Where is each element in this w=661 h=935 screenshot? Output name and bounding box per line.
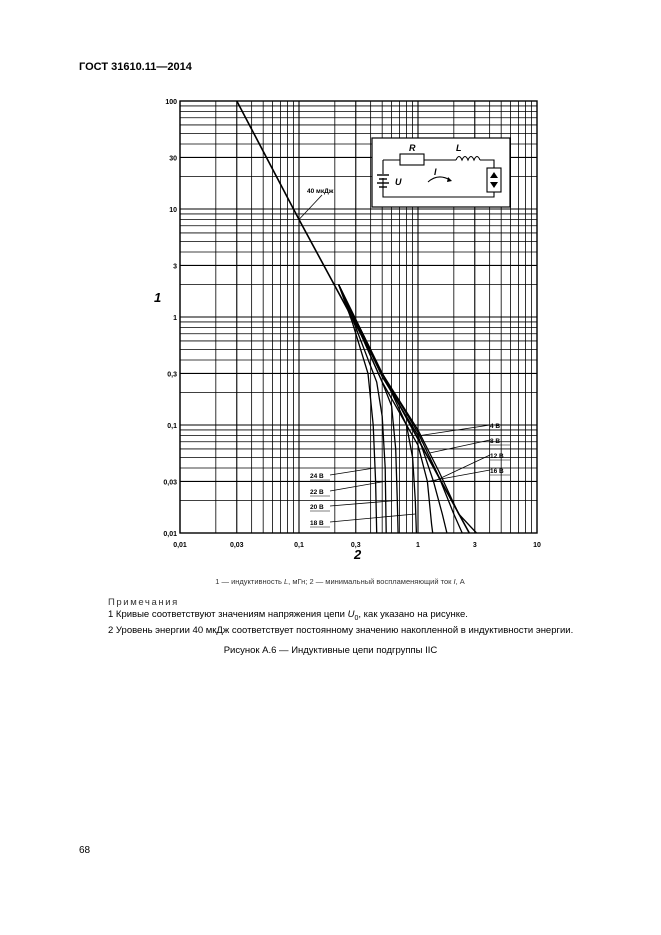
inductor-label: L xyxy=(456,143,462,153)
series-labels xyxy=(299,188,510,527)
x-tick-label: 0,03 xyxy=(229,542,244,549)
series-label: 22 В xyxy=(310,489,324,496)
series-label: 20 В xyxy=(310,504,324,511)
series-label: 24 В xyxy=(310,473,324,480)
series-label: 18 В xyxy=(310,520,324,527)
axis-legend: 1 — индуктивность L, мГн; 2 — минимальный воспламеняющий ток I, А xyxy=(215,577,465,586)
resistor-symbol xyxy=(400,154,424,165)
x-tick-label: 0,01 xyxy=(173,542,187,549)
y-tick-label: 1 xyxy=(173,315,177,322)
notes-title: Примечания xyxy=(108,597,179,608)
y-tick-label: 0,1 xyxy=(167,423,177,430)
x-tick-label: 0,1 xyxy=(294,542,304,549)
energy-leader xyxy=(299,195,322,219)
notes-block xyxy=(108,597,573,637)
page-number: 68 xyxy=(79,845,91,856)
y-tick-label: 0,01 xyxy=(163,531,177,538)
y-tick-label: 30 xyxy=(169,155,177,163)
x-tick-label: 3 xyxy=(472,542,477,549)
circuit-inset xyxy=(372,138,510,207)
series-leader xyxy=(330,500,397,506)
document-header: ГОСТ 31610.11—2014 xyxy=(79,61,192,73)
note-2: 2 Уровень энергии 40 мкДж соответствует постоянному значению накопленной в индуктивности энергии. xyxy=(108,624,574,636)
series-label: 12 В xyxy=(490,453,504,460)
x-tick-label: 1 xyxy=(416,542,420,549)
y-tick-label: 100 xyxy=(165,99,177,106)
resistor-label: R xyxy=(409,143,416,153)
spark-gap-symbol xyxy=(487,168,501,192)
voltage-label: U xyxy=(395,177,402,187)
note-1: 1 Кривые соответствуют значениям напряжения цепи $U_0$, как указано на рисунке. xyxy=(108,609,468,622)
y-axis-label: 1 xyxy=(154,290,162,305)
energy-line-label: 40 мкДж xyxy=(307,188,334,195)
y-tick-label: 0,3 xyxy=(167,371,177,379)
series-leader xyxy=(330,468,374,475)
series-leader xyxy=(330,514,415,522)
x-tick-label: 10 xyxy=(533,542,541,549)
current-label: I xyxy=(434,167,437,177)
series-label: 16 В xyxy=(490,468,504,475)
series-label: 8 В xyxy=(490,438,501,445)
figure-caption: Рисунок А.6 — Индуктивные цепи подгруппы IIC xyxy=(223,645,438,656)
y-tick-label: 10 xyxy=(169,207,177,214)
x-axis-label: 2 xyxy=(354,547,362,562)
series-label: 4 В xyxy=(490,423,501,430)
y-tick-label: 3 xyxy=(173,263,177,271)
y-tick-label: 0,03 xyxy=(163,479,177,487)
x-tick-label: 0,3 xyxy=(350,542,361,549)
y-tick-labels xyxy=(163,99,177,538)
